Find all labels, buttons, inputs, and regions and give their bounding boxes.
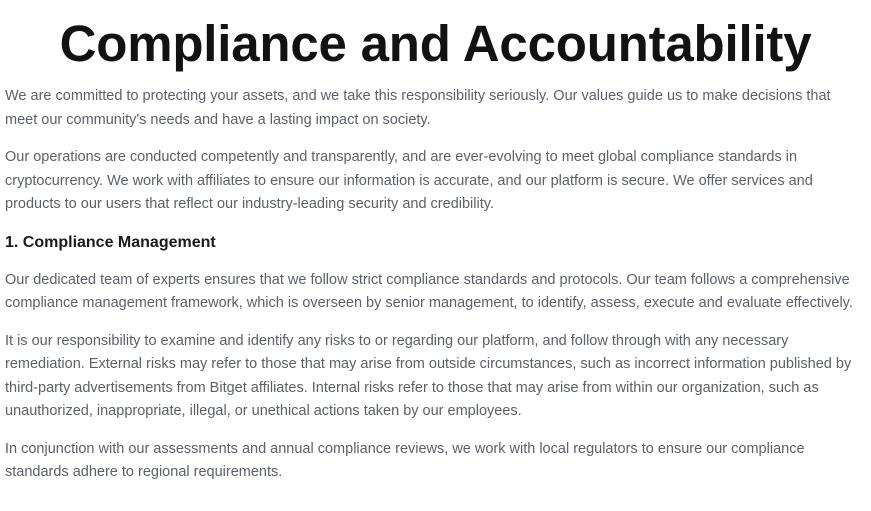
section-paragraph-team: Our dedicated team of experts ensures that we follow strict compliance standards and protocols. Our team follows a comprehensive compliance management framework, which is overseen by senior management, to identify, assess, execute and evaluate effectively.: [5, 271, 853, 311]
page-title: Compliance and Accountability: [59, 15, 812, 72]
section-paragraph-regulators: In conjunction with our assessments and annual compliance reviews, we work with local regulators to ensure our compliance standards adhere to regional requirements.: [5, 440, 805, 480]
section-paragraph-risks: It is our responsibility to examine and identify any risks to or regarding our platform, and follow through with any necessary remediation. External risks may refer to those that may arise from outside circumstances, such as incorrect information published by third-party advertisements from Bitget affiliates. Internal risks refer to those that may arise from within our organization, such as unauthorized, inappropriate, illegal, or unethical actions taken by our employees.: [5, 332, 852, 419]
section-heading-compliance-management: 1. Compliance Management: [5, 233, 216, 251]
intro-paragraph-operations: Our operations are conducted competently and transparently, and are ever-evolving to meet global compliance standards in cryptocurrency. We work with affiliates to ensure our information is accurate, and our platform is secure. We offer services and products to our users that reflect our industry-leading security and credibility.: [5, 149, 813, 212]
intro-paragraph-commitment: We are committed to protecting your assets, and we take this responsibility seriously. Our values guide us to make decisions that meet our community's needs and have a lasting impact on society.: [5, 88, 831, 128]
